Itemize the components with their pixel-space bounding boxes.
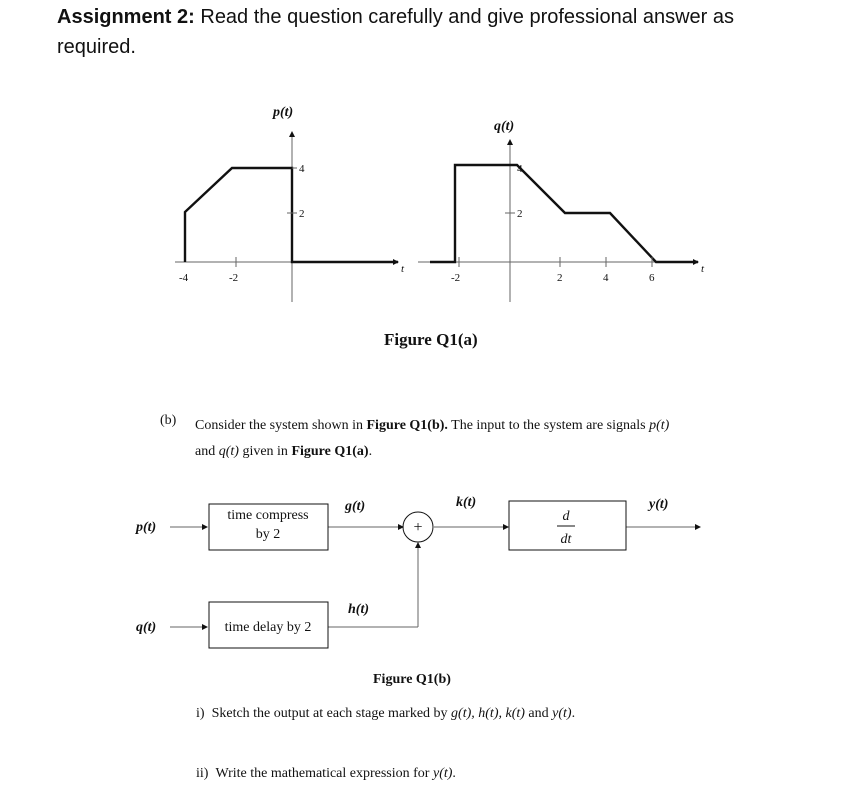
assignment-label: Assignment 2: [57,6,195,28]
part-b-fig-ref: Figure Q1(b). [366,418,448,433]
p-axis-label: t [401,263,405,275]
part-b-text-4: given in [238,444,292,459]
p-x-tick-neg4: -4 [179,272,189,284]
assignment-text: Read the question carefully and give professional answer as required. [57,6,735,58]
q-x-tick-6: 6 [649,272,655,284]
figure-q1a-caption: Figure Q1(a) [384,330,478,349]
time-delay-label: time delay by 2 [224,620,312,635]
q-x-tick-neg2: -2 [451,272,461,284]
time-compress-line1: time compress [227,508,309,523]
q-y-tick-4: 4 [517,163,523,175]
adder [403,512,433,542]
question-ii-end: . [452,766,456,781]
p-y-tick-4: 4 [299,163,305,175]
part-b-p: p(t) [649,418,670,433]
p-signal [185,168,398,262]
q-plot-title: q(t) [494,119,515,134]
part-b-text-2: The input to the system are signals [447,418,650,433]
part-b-label: (b) [160,413,177,428]
question-i-end: . [571,706,576,721]
part-b-q: q(t) [218,444,239,459]
question-ii-y: y(t) [432,766,453,781]
time-compress-block [209,504,328,550]
part-b-fig-ref-2: Figure Q1(a) [291,444,369,459]
q-axis-label: t [701,263,705,275]
input-q-label: q(t) [136,620,157,635]
signal-y-label: y(t) [649,497,669,512]
p-plot-title: p(t) [273,105,294,120]
derivative-den: dt [560,532,572,547]
question-i-and: and [524,706,553,721]
part-b-text-3: and [195,444,219,459]
p-x-tick-neg2: -2 [229,272,239,284]
question-ii-label: ii) [196,766,209,781]
question-ii-text: Write the mathematical expression for [215,766,433,781]
q-signal [430,165,698,262]
question-i-label: i) [196,706,205,721]
figure-q1b-caption: Figure Q1(b) [373,672,451,687]
input-p-label: p(t) [136,520,157,535]
adder-symbol: + [413,519,423,536]
part-b-text-5: . [368,444,373,459]
question-i-y: y(t) [552,706,572,721]
time-delay-block [209,602,328,648]
question-i-text: Sketch the output at each stage marked by [211,706,452,721]
q-y-tick-2: 2 [517,208,523,220]
part-b-text-1: Consider the system shown in [195,418,367,433]
signal-g-label: g(t) [345,499,366,514]
question-ii [196,766,456,782]
p-y-tick-2: 2 [299,208,305,220]
q-plot [418,119,705,302]
figure-q1a [0,0,865,360]
part-b-text [195,413,725,465]
time-compress-line2: by 2 [255,527,281,542]
signal-k-label: k(t) [456,495,477,510]
question-i-signals: g(t), h(t), k(t) [451,706,525,721]
question-i [196,706,575,722]
q-x-tick-2: 2 [557,272,563,284]
derivative-num: d [562,509,570,524]
p-plot [175,105,405,302]
derivative-block [509,501,626,550]
signal-h-label: h(t) [348,602,369,617]
q-x-tick-4: 4 [603,272,609,284]
